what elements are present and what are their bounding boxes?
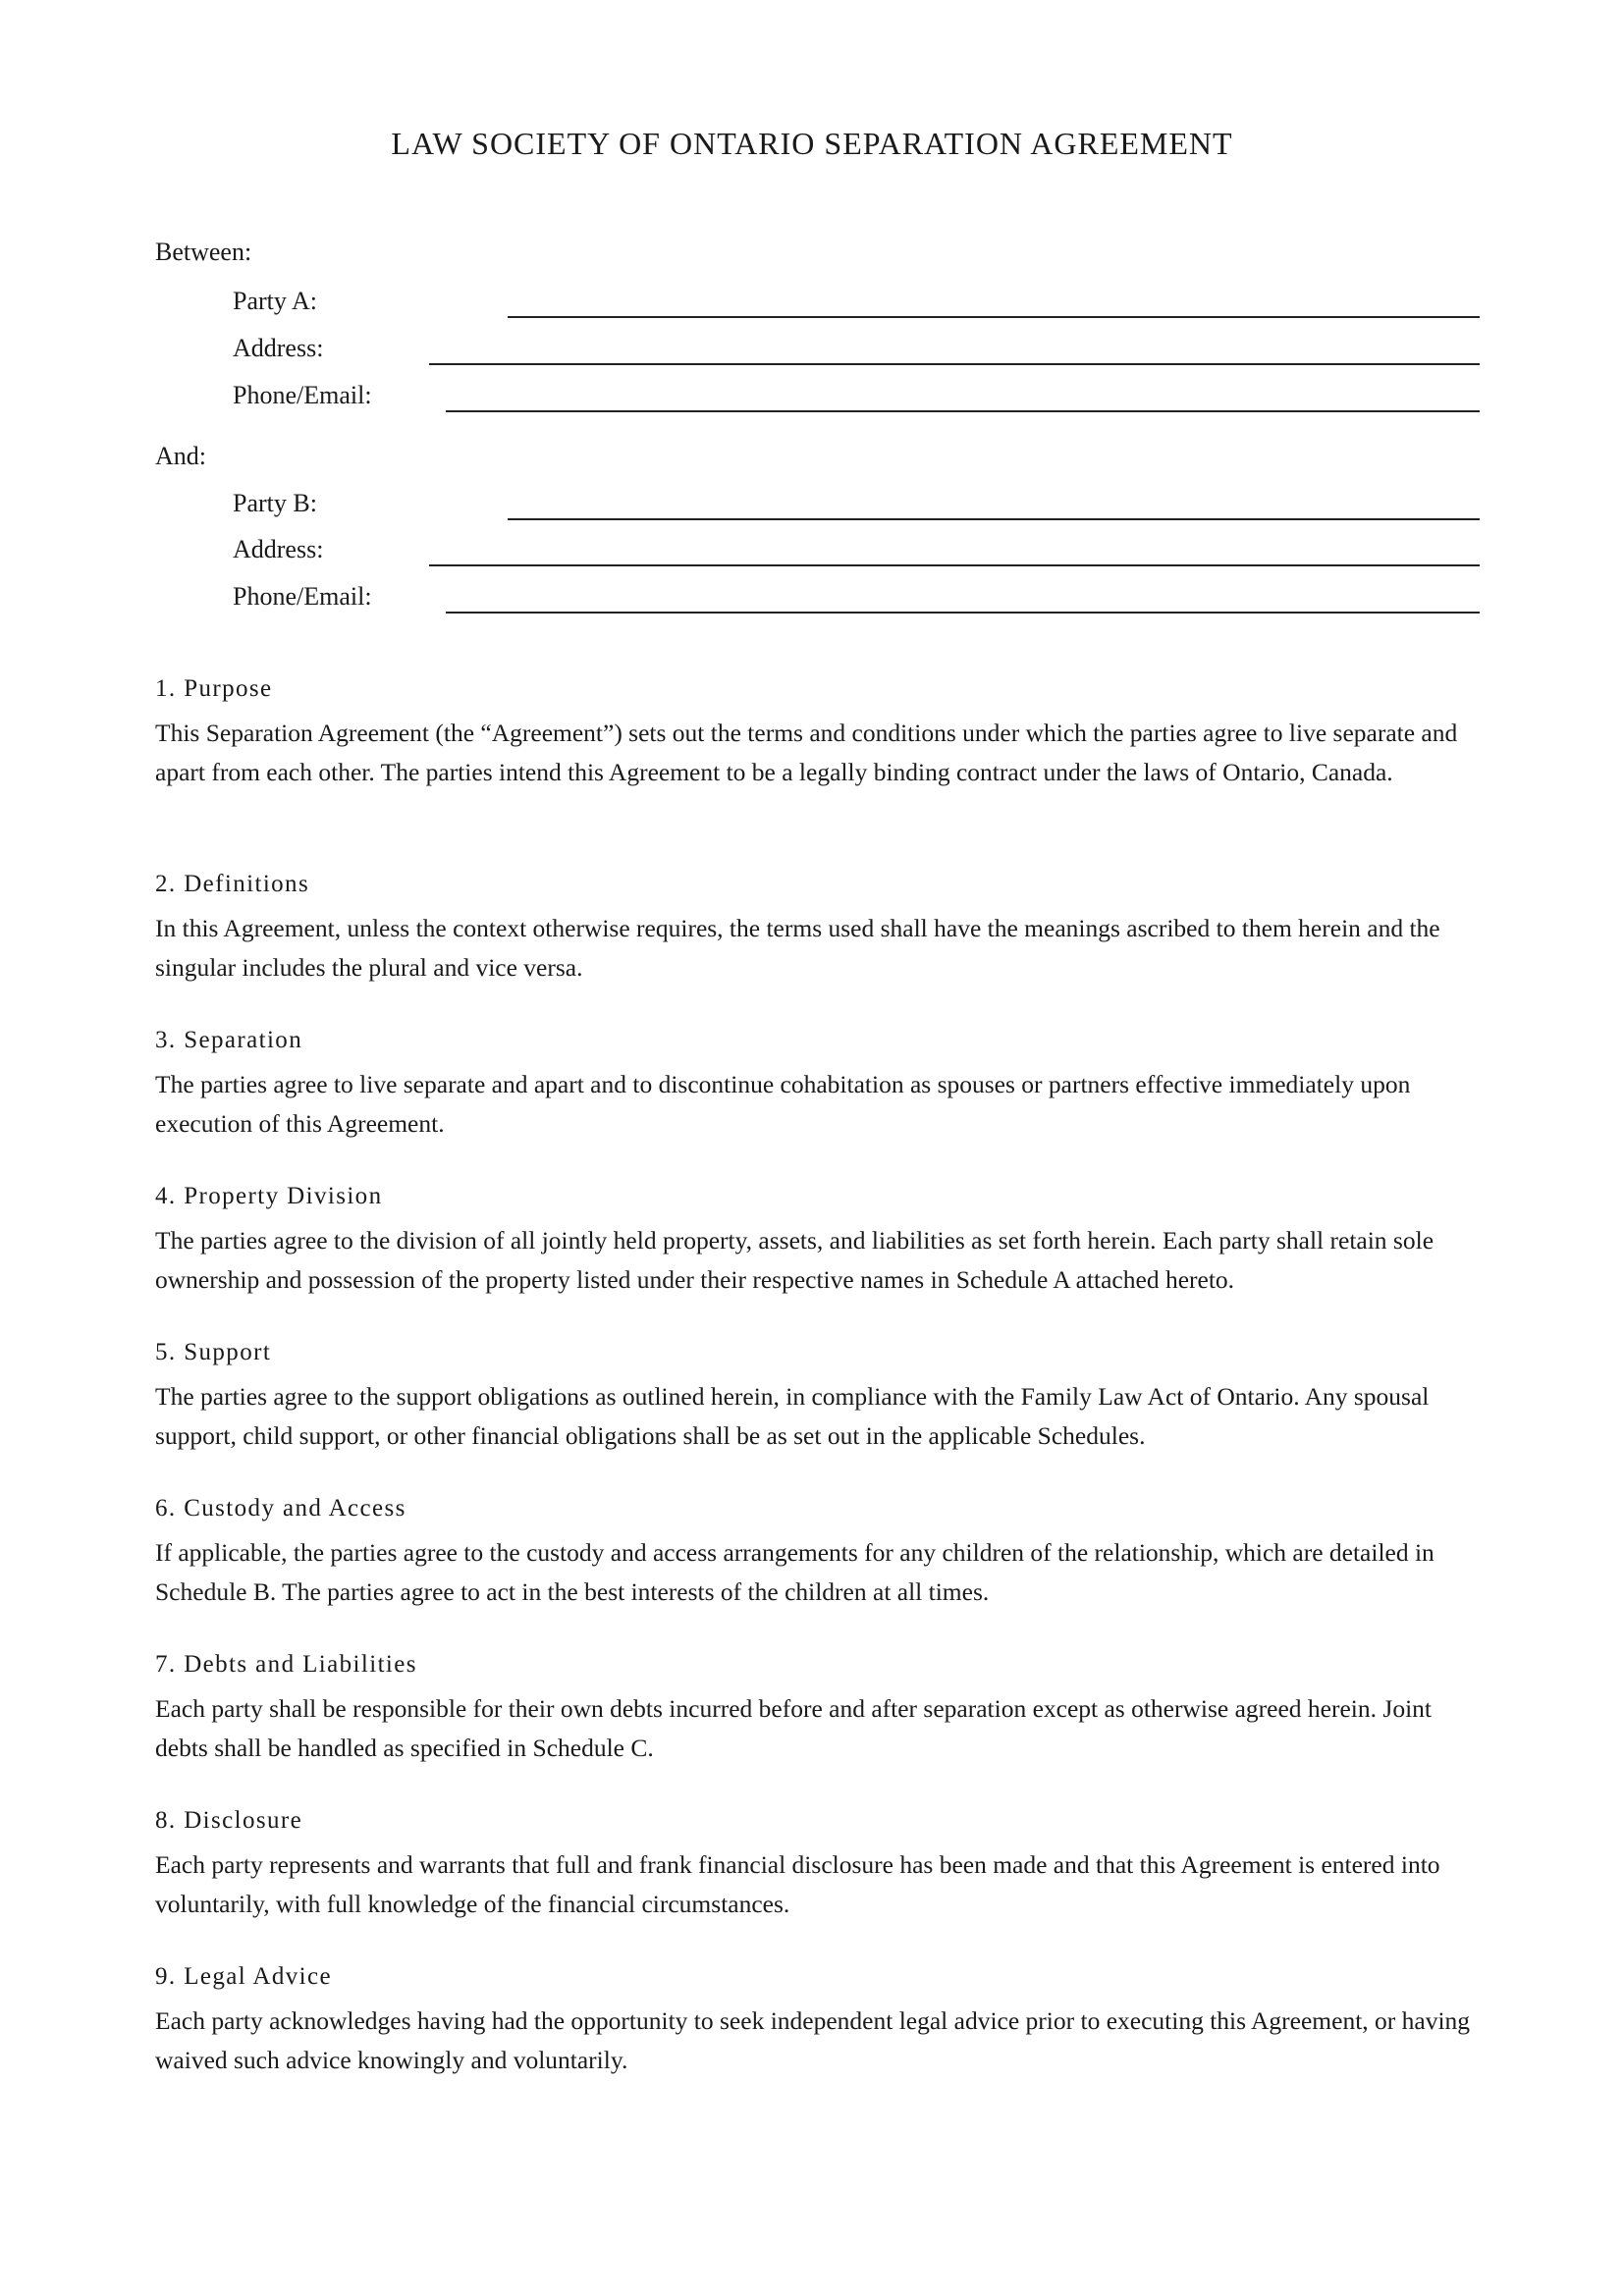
section-body: The parties agree to live separate and apart and to discontinue cohabitation as spouses or partners effective immediately upon execution of this Agreement. [155,1070,1411,1138]
party-b-name-line[interactable] [508,518,1480,520]
section-definitions [155,868,1481,988]
party-a-address-field[interactable] [233,332,1480,371]
section-support [155,1336,1481,1456]
section-heading: 5. Support [155,1339,272,1365]
party-b-name-field[interactable] [233,487,1480,526]
party-b-contact-field[interactable] [233,580,1480,619]
section-body: Each party represents and warrants that full and frank financial disclosure has been made and that this Agreement is entered into voluntarily, with full knowledge of the financial circumstances. [155,1850,1440,1918]
section-heading: 3. Separation [155,1027,303,1053]
section-disclosure [155,1804,1481,1924]
section-heading: 7. Debts and Liabilities [155,1651,417,1678]
section-heading: 2. Definitions [155,871,310,897]
party-b-address-line[interactable] [429,564,1480,566]
section-legal-advice [155,1960,1481,2080]
party-b-name-label: Party B: [233,489,317,517]
party-b-contact-label: Phone/Email: [233,582,372,611]
party-a-name-label: Party A: [233,287,317,315]
section-body: Each party acknowledges having had the opportunity to seek independent legal advice prior to executing this Agreement, or having waived such advice knowingly and voluntarily. [155,2006,1471,2074]
section-separation [155,1024,1481,1144]
section-body: The parties agree to the support obligations as outlined herein, in compliance with the Family Law Act of Ontario. Any spousal support, child support, or other financial obligations shall be as set out in the applicable Schedules. [155,1382,1430,1450]
party-a-contact-field[interactable] [233,379,1480,418]
section-heading: 4. Property Division [155,1183,383,1209]
section-debts-liabilities [155,1648,1481,1768]
section-heading: 6. Custody and Access [155,1495,406,1522]
section-body: Each party shall be responsible for their own debts incurred before and after separation except as otherwise agreed herein. Joint debts shall be handled as specified in Schedule C. [155,1694,1432,1762]
section-custody-access [155,1492,1481,1612]
party-b-contact-line[interactable] [446,612,1480,614]
section-body: If applicable, the parties agree to the custody and access arrangements for any children of the relationship, which are detailed in Schedule B. The parties agree to act in the best interests of the children at all times. [155,1538,1435,1606]
section-body: In this Agreement, unless the context otherwise requires, the terms used shall have the meanings ascribed to them herein and the singular includes the plural and vice versa. [155,914,1440,982]
section-heading: 8. Disclosure [155,1807,303,1834]
party-a-contact-line[interactable] [446,410,1480,412]
and-label: And: [155,442,206,470]
section-property-division [155,1180,1481,1300]
between-label: Between: [155,238,252,266]
section-heading: 9. Legal Advice [155,1963,332,1990]
party-b-address-field[interactable] [233,533,1480,572]
party-b-address-label: Address: [233,535,324,563]
document-title: LAW SOCIETY OF ONTARIO SEPARATION AGREEMENT [391,126,1233,161]
party-a-address-line[interactable] [429,363,1480,365]
section-heading: 1. Purpose [155,675,273,702]
party-a-contact-label: Phone/Email: [233,381,372,409]
party-a-address-label: Address: [233,334,324,362]
party-a-name-line[interactable] [508,316,1480,318]
section-body: This Separation Agreement (the “Agreement”) sets out the terms and conditions under which the parties agree to live separate and apart from each other. The parties intend this Agreement to be a legally binding contract under the laws of Ontario, Canada. [155,719,1458,786]
section-purpose [155,672,1481,792]
party-a-name-field[interactable] [233,285,1480,324]
section-body: The parties agree to the division of all jointly held property, assets, and liabilities as set forth herein. Each party shall retain sole ownership and possession of the property listed under their respective names in Schedule A attached hereto. [155,1226,1435,1294]
